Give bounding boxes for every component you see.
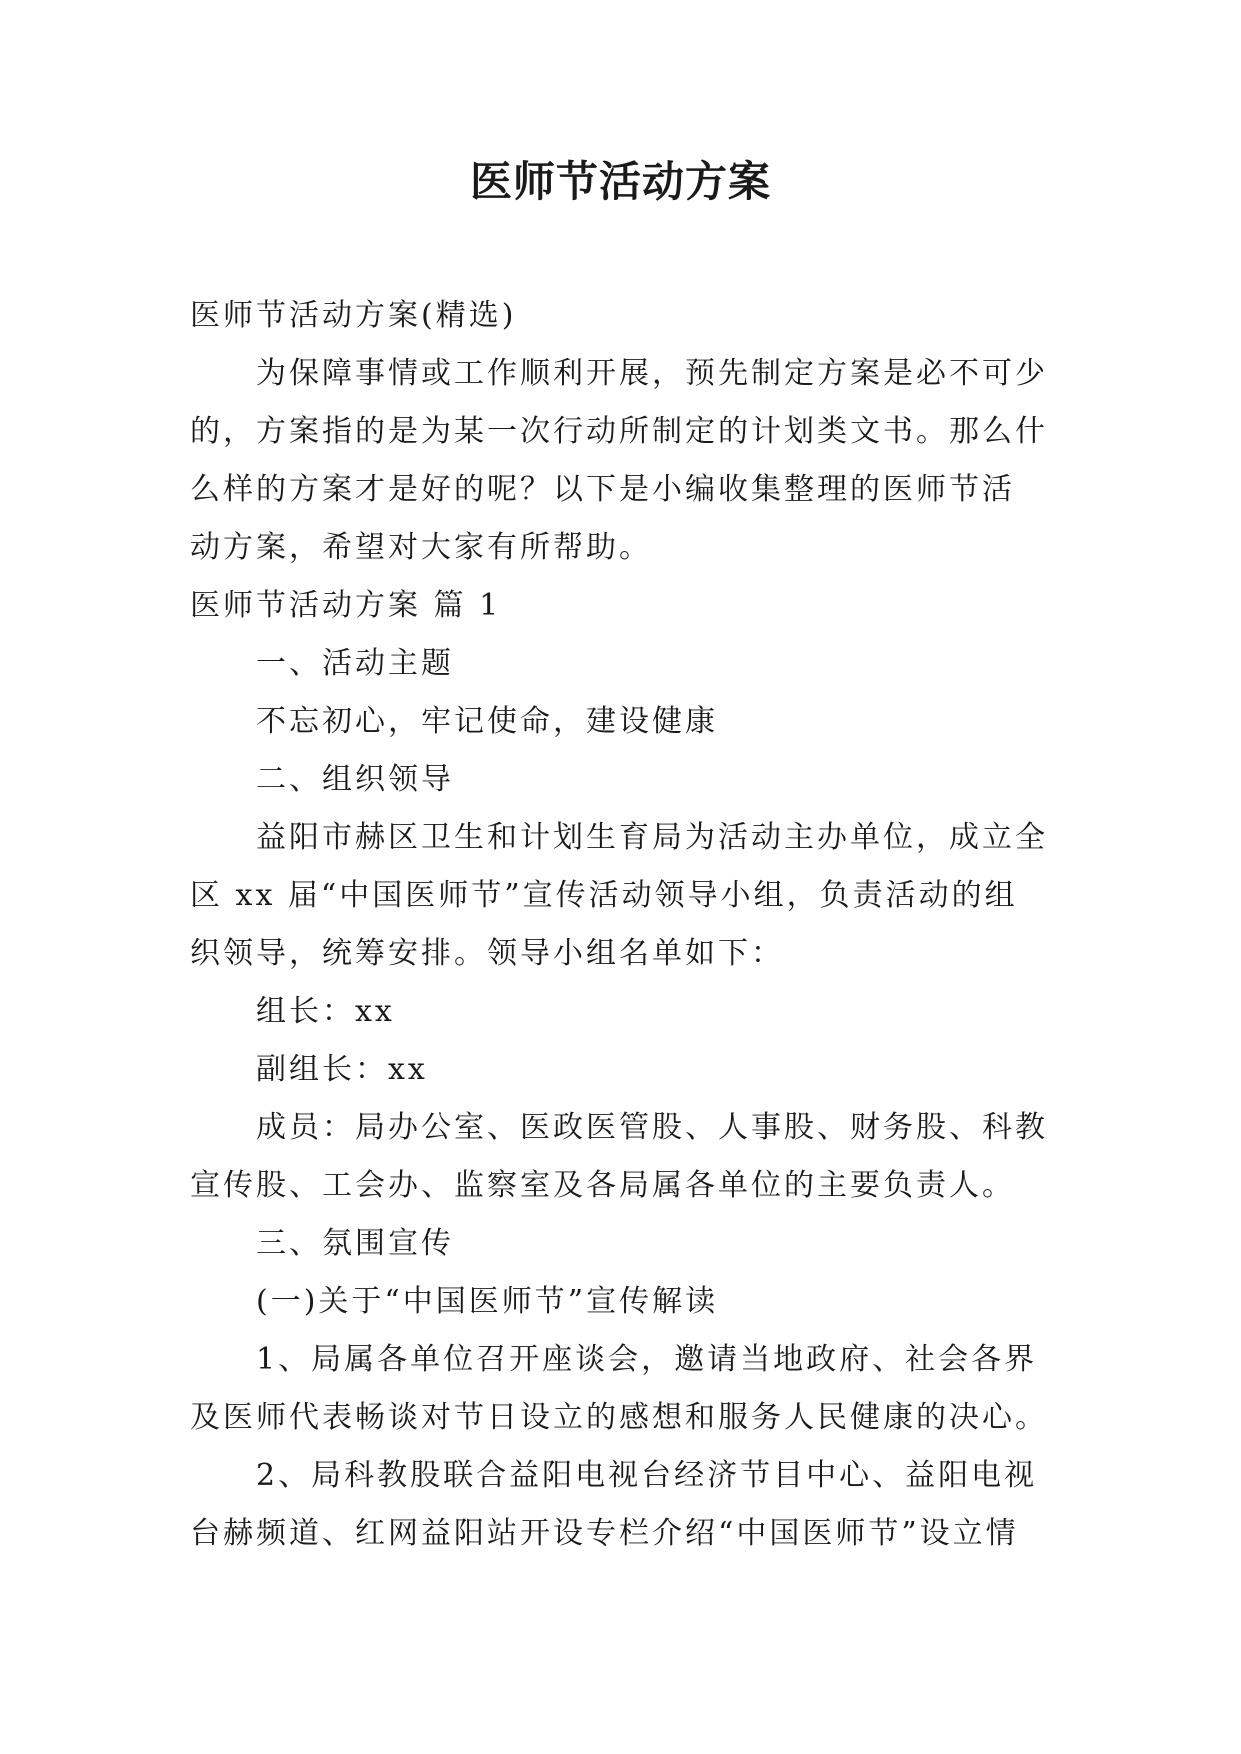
paragraph-line: 1、局属各单位召开座谈会，邀请当地政府、社会各界: [256, 1342, 1038, 1377]
paragraph-line: 医师节活动方案(精选): [190, 298, 517, 333]
subsection-heading: 二、组织领导: [256, 762, 454, 797]
paragraph-line: 不忘初心，牢记使命，建设健康: [256, 704, 718, 739]
paragraph-line: 宣传股、工会办、监察室及各局属各单位的主要负责人。: [190, 1168, 1015, 1203]
paragraph-line: 益阳市赫区卫生和计划生育局为活动主办单位，成立全: [256, 820, 1048, 855]
paragraph-line: 织领导，统筹安排。领导小组名单如下：: [190, 936, 784, 971]
paragraph-line: 2、局科教股联合益阳电视台经济节目中心、益阳电视: [256, 1458, 1038, 1493]
paragraph-line: 成员：局办公室、医政医管股、人事股、财务股、科教: [256, 1110, 1048, 1145]
document-body: [190, 287, 1060, 1563]
paragraph-line: 为保障事情或工作顺利开展，预先制定方案是必不可少: [256, 356, 1048, 391]
subsection-heading: 三、氛围宣传: [256, 1226, 454, 1261]
paragraph-line: 动方案，希望对大家有所帮助。: [190, 530, 652, 565]
document-title: 医师节活动方案: [469, 157, 771, 206]
paragraph-line: 区 xx 届“中国医师节”宣传活动领导小组，负责活动的组: [190, 878, 1018, 913]
paragraph-line: 副组长：xx: [256, 1052, 428, 1087]
section-heading: 医师节活动方案 篇 1: [190, 588, 502, 623]
subsection-heading: 一、活动主题: [256, 646, 454, 681]
paragraph-line: 的，方案指的是为某一次行动所制定的计划类文书。那么什: [190, 414, 1048, 449]
paragraph-line: 及医师代表畅谈对节日设立的感想和服务人民健康的决心。: [190, 1400, 1048, 1435]
paragraph-line: 台赫频道、红网益阳站开设专栏介绍“中国医师节”设立情: [190, 1516, 1019, 1551]
paragraph-line: 组长：xx: [256, 994, 395, 1029]
paragraph-line: 么样的方案才是好的呢？以下是小编收集整理的医师节活: [190, 472, 1015, 507]
paragraph-line: (一)关于“中国医师节”宣传解读: [256, 1284, 719, 1319]
